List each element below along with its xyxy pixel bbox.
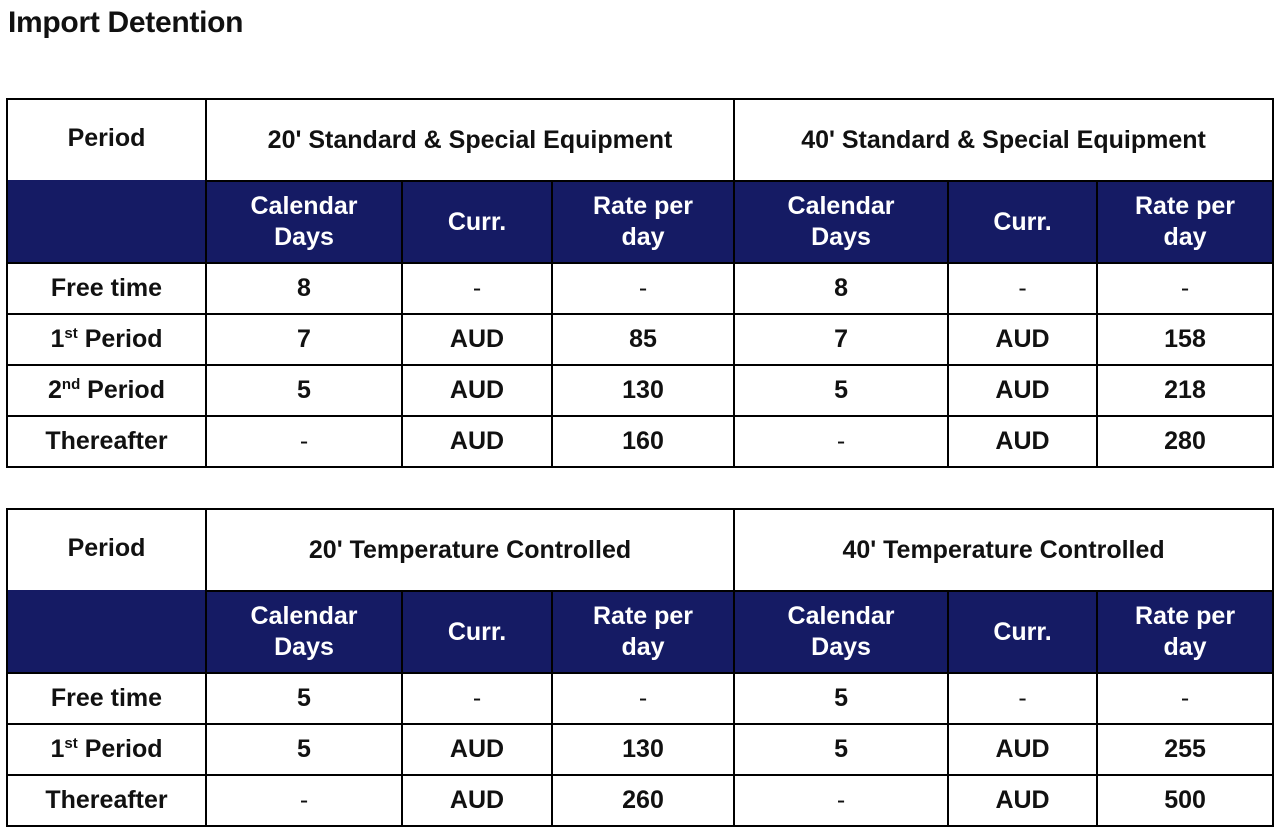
table-cell: 7 (734, 314, 948, 365)
column-header-cell: Calendar Days (206, 181, 402, 263)
table-row (7, 365, 1273, 416)
table-cell: - (734, 775, 948, 826)
table-cell: AUD (948, 775, 1097, 826)
table-cell: - (402, 263, 552, 314)
table-cell: AUD (402, 314, 552, 365)
row-label: Free time (50, 274, 163, 302)
column-header-cell: Curr. (402, 181, 552, 263)
column-header-cell: Rate per day (552, 591, 734, 673)
table-cell: - (948, 673, 1097, 724)
row-label-rest: Period (77, 325, 163, 353)
row-label-ordinal-suffix: st (64, 325, 78, 342)
group-header-row (7, 509, 1273, 591)
table-cell: AUD (948, 416, 1097, 467)
table-row (7, 673, 1273, 724)
detention-table-standard (6, 98, 1274, 468)
row-label: 1 (50, 325, 65, 353)
column-header-cell: Rate per day (552, 181, 734, 263)
table-cell: 8 (734, 263, 948, 314)
table-cell: 5 (206, 724, 402, 775)
row-label-ordinal-suffix: st (64, 735, 78, 752)
column-header-cell: Calendar Days (206, 591, 402, 673)
table-cell: 255 (1097, 724, 1273, 775)
row-label-cell (7, 314, 206, 365)
table-cell: 160 (552, 416, 734, 467)
table-cell: AUD (948, 314, 1097, 365)
row-label-cell (7, 416, 206, 467)
table-row (7, 416, 1273, 467)
column-header-cell: Rate per day (1097, 591, 1273, 673)
table-cell: 5 (206, 365, 402, 416)
table-row (7, 263, 1273, 314)
table-cell: - (734, 416, 948, 467)
table-cell: AUD (402, 365, 552, 416)
table-row (7, 724, 1273, 775)
table-cell: AUD (402, 416, 552, 467)
table-cell: - (206, 416, 402, 467)
table-cell: - (402, 673, 552, 724)
row-label-cell (7, 724, 206, 775)
table-cell: AUD (948, 365, 1097, 416)
row-label: Free time (50, 684, 163, 712)
row-label-cell (7, 365, 206, 416)
column-header-cell: Calendar Days (734, 181, 948, 263)
table-cell: 218 (1097, 365, 1273, 416)
table-cell: 85 (552, 314, 734, 365)
table-cell: - (206, 775, 402, 826)
row-label-rest: Period (80, 376, 165, 404)
detention-table-temperature (6, 508, 1274, 827)
table-cell: 280 (1097, 416, 1273, 467)
row-label: 1 (50, 735, 65, 763)
table-cell: 5 (734, 365, 948, 416)
column-header-cell: Curr. (948, 591, 1097, 673)
table-cell: 130 (552, 724, 734, 775)
period-header-label: Period (67, 124, 146, 152)
table-cell: 130 (552, 365, 734, 416)
period-header-cell (7, 509, 206, 673)
row-label-ordinal-suffix: nd (61, 376, 81, 393)
table-cell: 5 (734, 673, 948, 724)
group-header-row (7, 99, 1273, 181)
group-header-cell: 40' Temperature Controlled (734, 509, 1273, 591)
table-cell: 158 (1097, 314, 1273, 365)
group-header-cell: 20' Standard & Special Equipment (206, 99, 734, 181)
row-label: 2 (48, 376, 62, 404)
row-label-cell (7, 263, 206, 314)
table-cell: AUD (402, 724, 552, 775)
row-label-cell (7, 673, 206, 724)
column-header-cell: Rate per day (1097, 181, 1273, 263)
period-header-cell (7, 99, 206, 263)
period-header-label: Period (67, 534, 146, 562)
column-header-cell: Curr. (948, 181, 1097, 263)
row-label-cell (7, 775, 206, 826)
table-cell: - (1097, 263, 1273, 314)
table-row (7, 775, 1273, 826)
table-cell: AUD (402, 775, 552, 826)
table-cell: 8 (206, 263, 402, 314)
row-label-rest: Period (77, 735, 163, 763)
table-row (7, 314, 1273, 365)
table-cell: 500 (1097, 775, 1273, 826)
row-label: Thereafter (45, 786, 168, 814)
group-header-cell: 20' Temperature Controlled (206, 509, 734, 591)
row-label: Thereafter (45, 427, 168, 455)
table-cell: 5 (734, 724, 948, 775)
table-cell: AUD (948, 724, 1097, 775)
table-cell: 7 (206, 314, 402, 365)
column-header-cell: Calendar Days (734, 591, 948, 673)
table-cell: - (552, 263, 734, 314)
group-header-cell: 40' Standard & Special Equipment (734, 99, 1273, 181)
table-cell: 260 (552, 775, 734, 826)
table-cell: - (552, 673, 734, 724)
column-header-cell: Curr. (402, 591, 552, 673)
page-title: Import Detention (8, 6, 244, 39)
table-cell: - (1097, 673, 1273, 724)
table-cell: - (948, 263, 1097, 314)
table-cell: 5 (206, 673, 402, 724)
